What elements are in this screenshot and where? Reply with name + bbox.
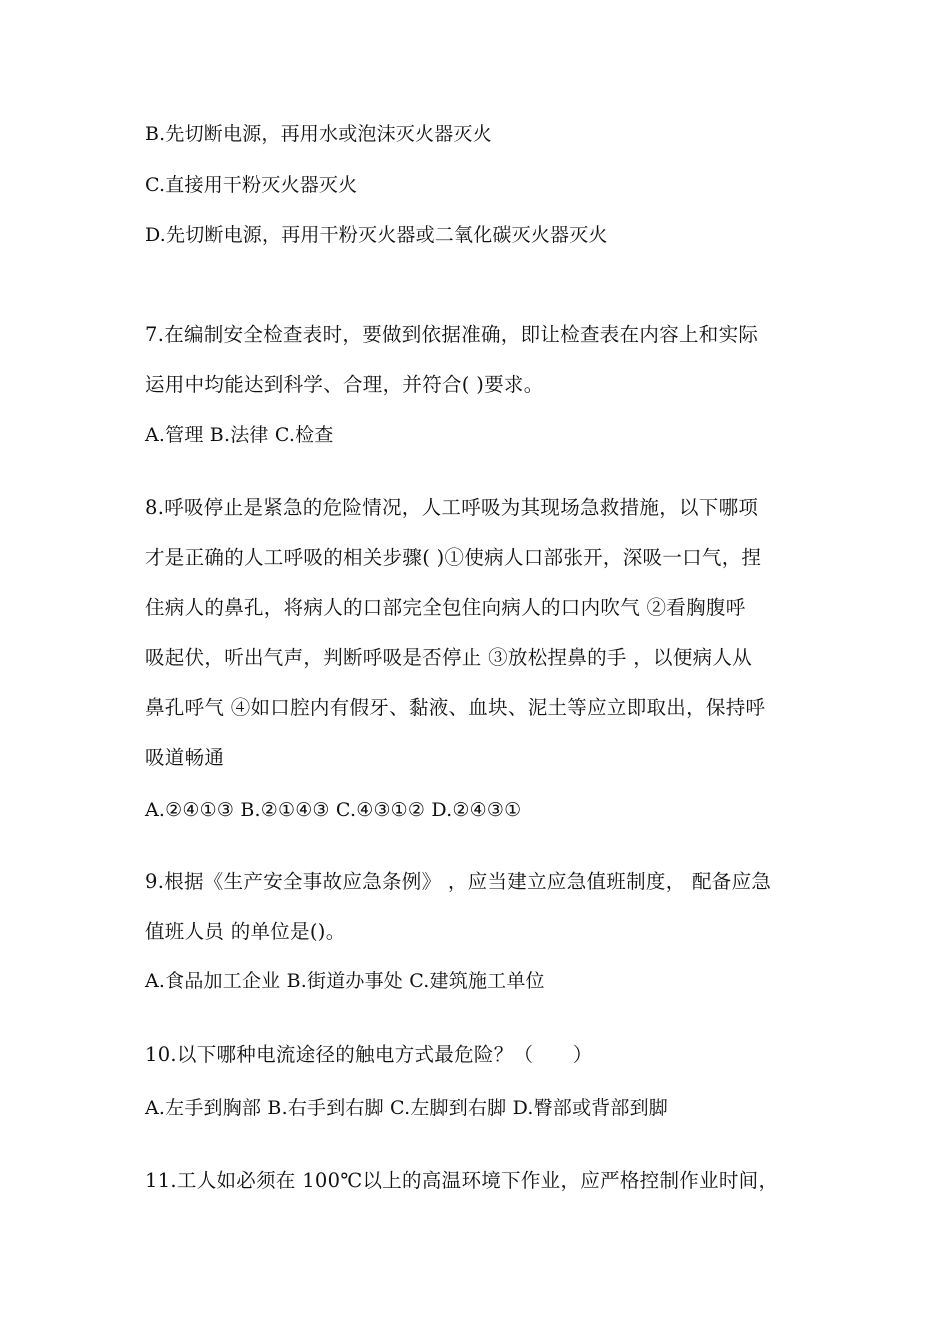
q8-options: A.②④①③ B.②①④③ C.④③①② D.②④③① [145, 799, 522, 821]
q8-stem-line-3: 住病人的鼻孔，将病人的口部完全包住向病人的口内吹气 ②看胸腹呼 [145, 596, 746, 619]
q8-stem-line-5: 鼻孔呼气 ④如口腔内有假牙、黏液、血块、泥土等应立即取出，保持呼 [145, 696, 766, 719]
q7-options: A.管理 B.法律 C.检查 [145, 424, 334, 446]
q8-stem-line-2: 才是正确的人工呼吸的相关步骤( )①使病人口部张开，深吸一口气，捏 [145, 546, 762, 569]
q6-option-c: C.直接用干粉灭火器灭火 [145, 174, 358, 196]
q8-stem-line-1: 8.呼吸停止是紧急的危险情况，人工呼吸为其现场急救措施，以下哪项 [145, 496, 759, 519]
q8-stem-line-6: 吸道畅通 [145, 746, 225, 769]
q11-stem-line-1: 11.工人如必须在 100℃以上的高温环境下作业，应严格控制作业时间， [145, 1169, 779, 1192]
q7-stem-line-2: 运用中均能达到科学、合理，并符合( )要求。 [145, 373, 544, 396]
q7-stem-line-1: 7.在编制安全检查表时，要做到依据准确，即让检查表在内容上和实际 [145, 323, 759, 346]
q9-options: A.食品加工企业 B.街道办事处 C.建筑施工单位 [145, 970, 545, 992]
q9-stem-line-2: 值班人员 的单位是()。 [145, 920, 346, 943]
q10-stem: 10.以下哪种电流途径的触电方式最危险？（ ） [145, 1043, 593, 1066]
q9-stem-line-1: 9.根据《生产安全事故应急条例》 ，应当建立应急值班制度， 配备应急 [145, 870, 772, 893]
q10-options: A.左手到胸部 B.右手到右脚 C.左脚到右脚 D.臀部或背部到脚 [145, 1097, 668, 1119]
q6-option-b: B.先切断电源，再用水或泡沫灭火器灭火 [145, 123, 492, 145]
q8-stem-line-4: 吸起伏，听出气声，判断呼吸是否停止 ③放松捏鼻的手 ，以便病人从 [145, 646, 752, 669]
q6-option-d: D.先切断电源，再用干粉灭火器或二氧化碳灭火器灭火 [145, 224, 608, 246]
